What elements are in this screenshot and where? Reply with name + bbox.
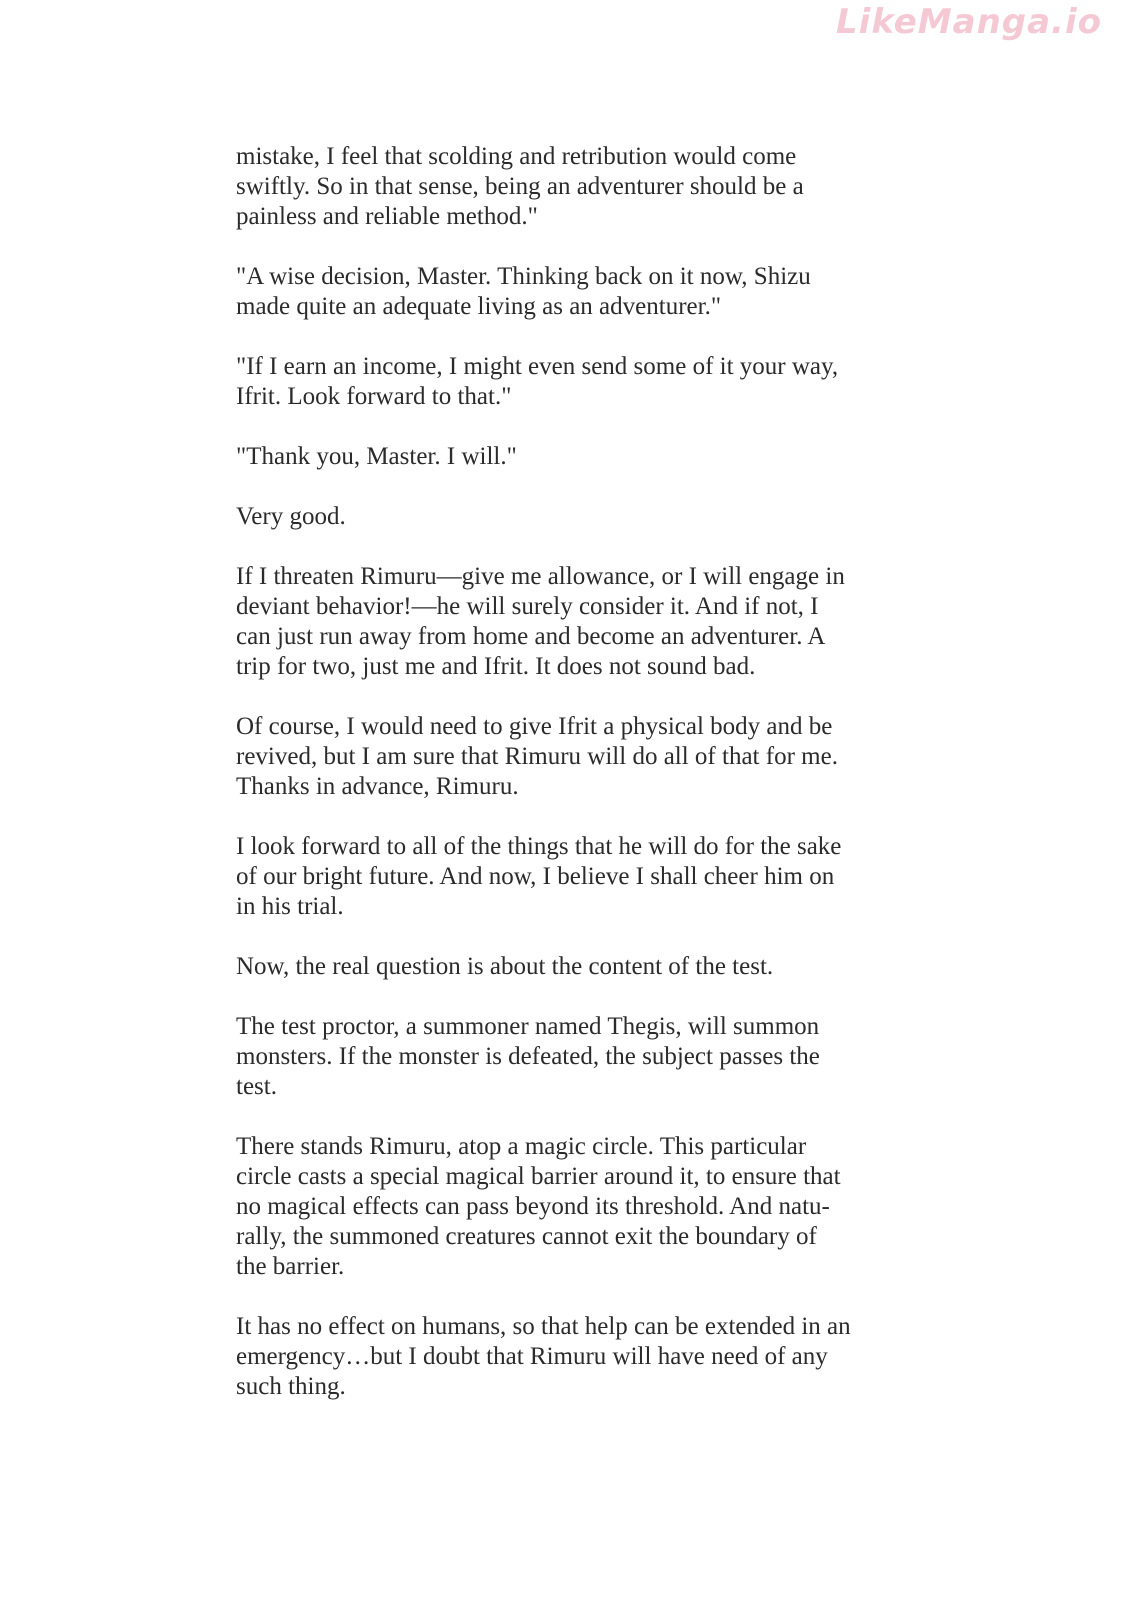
paragraph-9: Now, the real question is about the content of the test. (236, 953, 774, 980)
paragraph-2: "A wise decision, Master. Thinking back on it now, Shizu made quite an adequate living as an adventurer." (236, 263, 811, 320)
paragraph-10: The test proctor, a summoner named Thegis, will summon monsters. If the monster is defeated, the subject passes the test. (236, 1013, 820, 1100)
paragraph-12: It has no effect on humans, so that help can be extended in an emergency…but I doubt that Rimuru will have need of any such thing. (236, 1313, 851, 1400)
paragraph-4: "Thank you, Master. I will." (236, 443, 517, 470)
paragraph-8: I look forward to all of the things that he will do for the sake of our bright future. And now, I believe I shall cheer him on in his trial. (236, 833, 842, 920)
paragraph-11: There stands Rimuru, atop a magic circle. This particular circle casts a special magical barrier around it, to ensure that no magical effects can pass beyond its threshold. And natu- rally, the summoned creatures cannot exit the boundary of the barrier. (236, 1133, 841, 1280)
text-body (236, 142, 904, 1432)
site-watermark: LikeManga.io (836, 2, 1102, 42)
paragraph-3: "If I earn an income, I might even send some of it your way, Ifrit. Look forward to that." (236, 353, 839, 410)
paragraph-1: mistake, I feel that scolding and retribution would come swiftly. So in that sense, being an adventurer should be a painless and reliable method." (236, 143, 804, 230)
paragraph-6: If I threaten Rimuru—give me allowance, or I will engage in deviant behavior!—he will surely consider it. And if not, I can just run away from home and become an adventurer. A trip for two, just me and Ifrit. It does not sound bad. (236, 563, 845, 680)
paragraph-7: Of course, I would need to give Ifrit a physical body and be revived, but I am sure that Rimuru will do all of that for me. Thanks in advance, Rimuru. (236, 713, 838, 800)
paragraph-5: Very good. (236, 503, 346, 530)
